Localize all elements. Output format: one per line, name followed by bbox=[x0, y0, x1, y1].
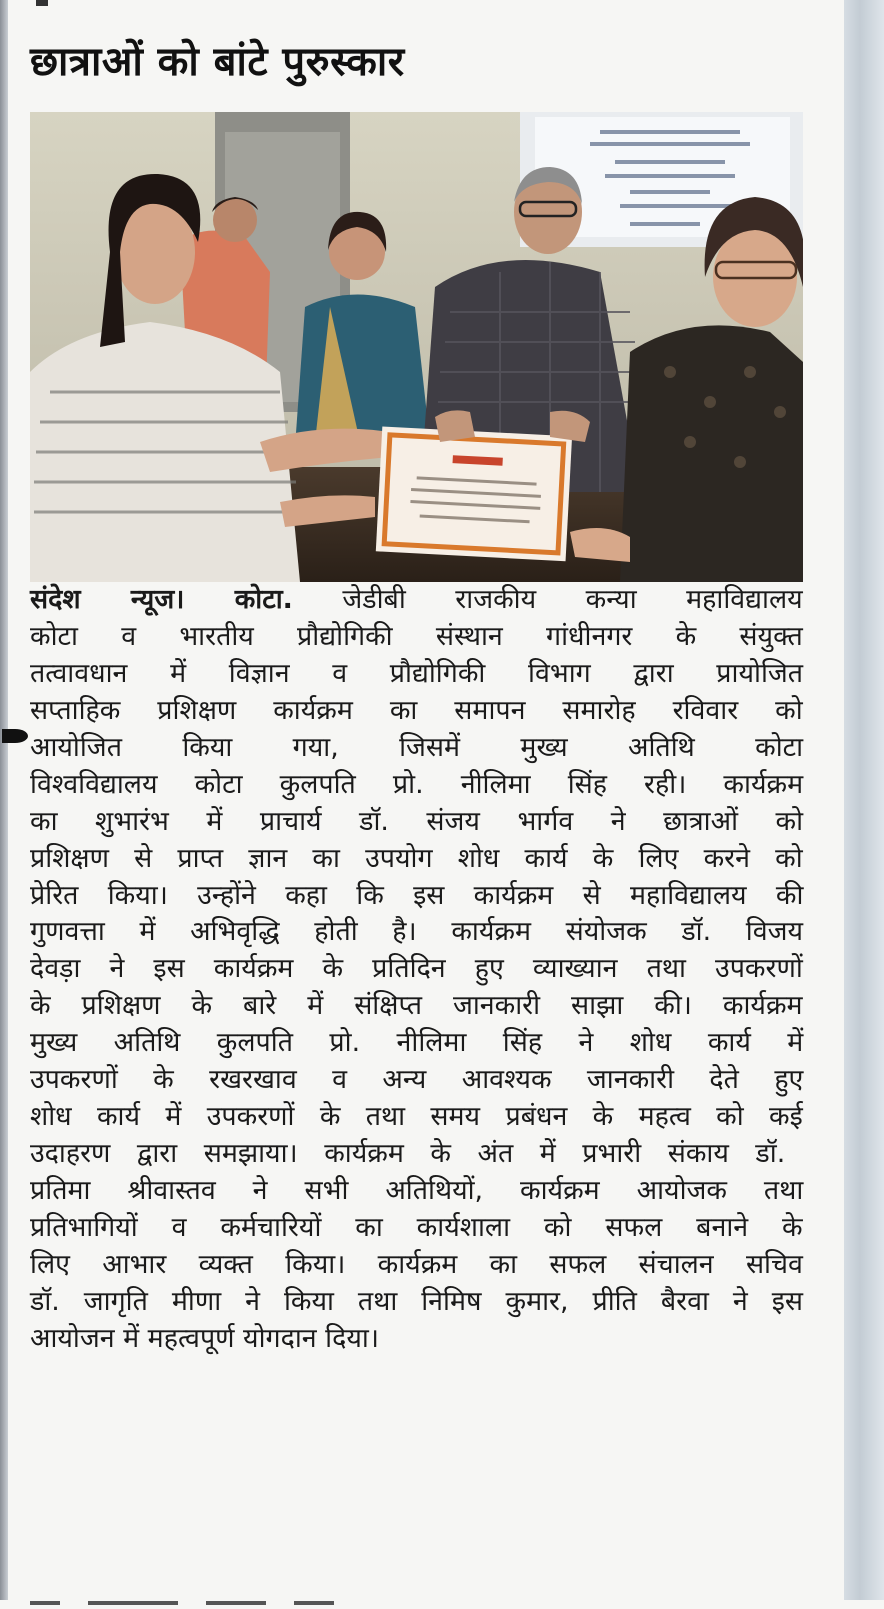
article-line: का शुभारंभ में प्राचार्य डॉ. संजय भार्गव ने छात्राओं को bbox=[30, 805, 804, 837]
article-line: डॉ. जागृति मीणा ने किया तथा निमिष कुमार, प्रीति बैरवा ने इस bbox=[30, 1285, 804, 1317]
byline: संदेश न्यूज। कोटा. bbox=[30, 584, 293, 615]
article-line: प्रेरित किया। उन्होंने कहा कि इस कार्यक्रम से महाविद्यालय की bbox=[30, 879, 804, 911]
article-line: आयोजन में महत्वपूर्ण योगदान दिया। bbox=[30, 1322, 379, 1354]
page-left-edge bbox=[0, 0, 8, 1600]
article-line: के प्रशिक्षण के बारे में संक्षिप्त जानकारी साझा की। कार्यक्रम bbox=[30, 990, 803, 1022]
top-cutoff-mark bbox=[36, 0, 48, 6]
headline: छात्राओं को बांटे पुरुस्कार bbox=[30, 39, 405, 85]
article-body bbox=[30, 582, 803, 1358]
article-line: सप्ताहिक प्रशिक्षण कार्यक्रम का समापन समारोह रविवार को bbox=[30, 694, 803, 726]
article-line: कोटा व भारतीय प्रौद्योगिकी संस्थान गांधीनगर के संयुक्त bbox=[30, 620, 803, 652]
article-line-1 bbox=[30, 582, 803, 619]
article-line: आयोजित किया गया, जिसमें मुख्य अतिथि कोटा bbox=[30, 731, 804, 763]
article-line-text: जेडीबी राजकीय कन्या महाविद्यालय bbox=[292, 584, 803, 615]
article-line: उपकरणों के रखरखाव व अन्य आवश्यक जानकारी देते हुए bbox=[30, 1064, 804, 1096]
article-line: मुख्य अतिथि कुलपति प्रो. नीलिमा सिंह ने शोध कार्य में bbox=[30, 1027, 804, 1059]
bullet-marker-icon bbox=[2, 729, 28, 743]
article-line: प्रशिक्षण से प्राप्त ज्ञान का उपयोग शोध कार्य के लिए करने को bbox=[30, 842, 803, 874]
certificate bbox=[376, 426, 572, 561]
article-line: गुणवत्ता में अभिवृद्धि होती है। कार्यक्रम संयोजक डॉ. विजय bbox=[30, 916, 804, 948]
article-line: प्रतिभागियों व कर्मचारियों का कार्यशाला को सफल बनाने के bbox=[30, 1211, 803, 1243]
news-photo bbox=[30, 112, 803, 582]
adjacent-page-strip bbox=[844, 0, 884, 1600]
article-line: शोध कार्य में उपकरणों के तथा समय प्रबंधन के महत्व को कई bbox=[30, 1101, 803, 1133]
article-line: देवड़ा ने इस कार्यक्रम के प्रतिदिन हुए व्याख्यान तथा उपकरणों bbox=[30, 953, 803, 985]
article-line: विश्वविद्यालय कोटा कुलपति प्रो. नीलिमा सिंह रही। कार्यक्रम bbox=[30, 768, 804, 800]
article-line: उदाहरण द्वारा समझाया। कार्यक्रम के अंत में प्रभारी संकाय डॉ. bbox=[30, 1138, 786, 1170]
article-line: प्रतिमा श्रीवास्तव ने सभी अतिथियों, कार्यक्रम आयोजक तथा bbox=[30, 1175, 804, 1206]
award-ceremony-photo bbox=[30, 112, 803, 582]
article-line: लिए आभार व्यक्त किया। कार्यक्रम का सफल संचालन सचिव bbox=[30, 1248, 803, 1280]
article-line: तत्वावधान में विज्ञान व प्रौद्योगिकी विभाग द्वारा प्रायोजित bbox=[30, 657, 804, 689]
next-article-cutoff bbox=[30, 1590, 430, 1600]
